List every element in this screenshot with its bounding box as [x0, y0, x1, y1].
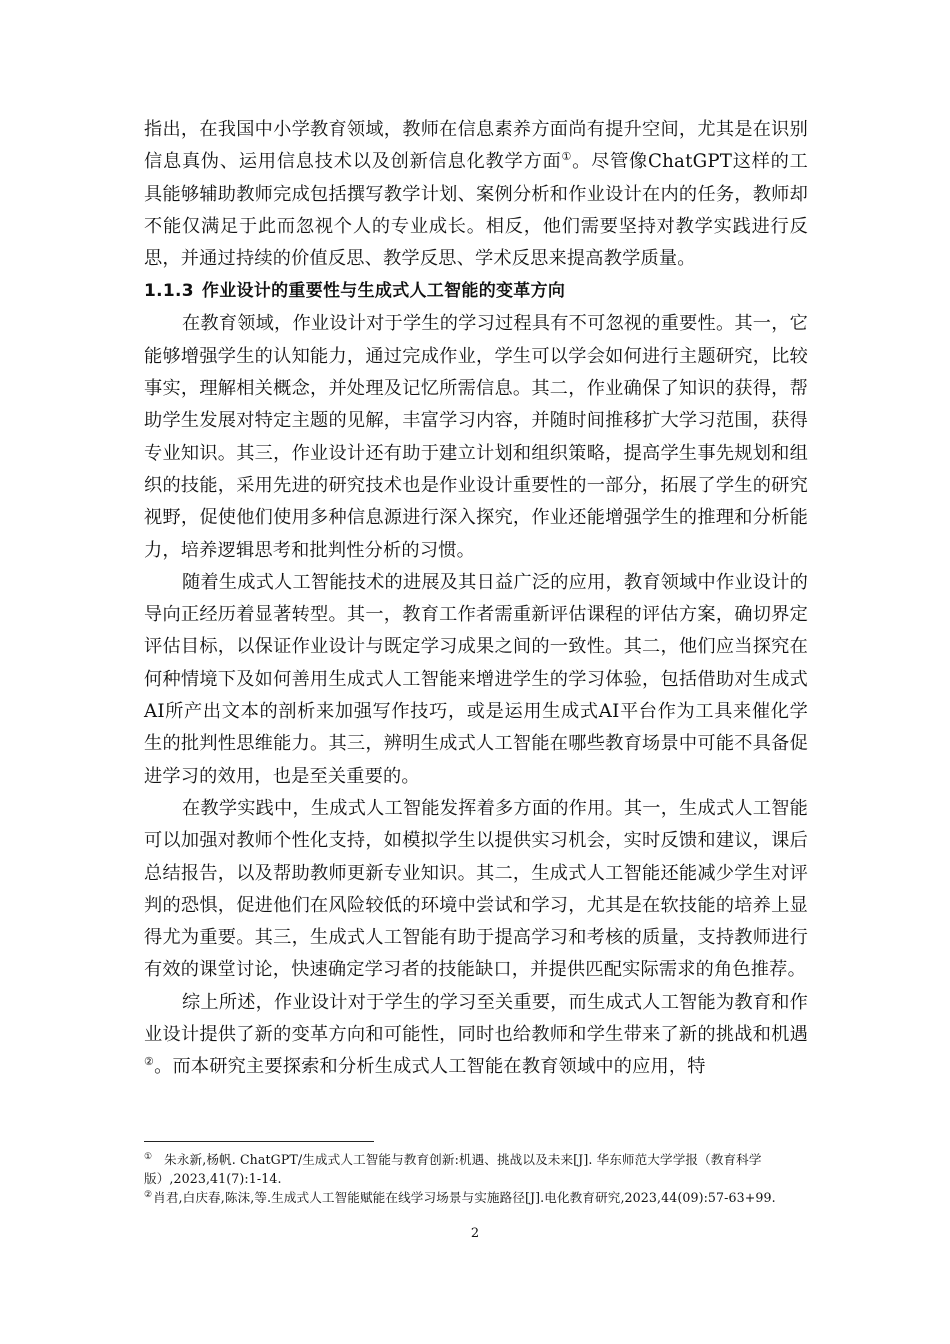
paragraph-continuation: [144, 114, 808, 275]
section-number: 1.1.3: [144, 281, 194, 302]
paragraph-text-tail: 。尽管像ChatGPT这样的工具能够辅助教师完成包括撰写教学计划、案例分析和作业设计在内的任务，教师却不能仅满足于此而忽视个人的专业成长。相反，他们需要坚持对教学实践进行反思，并通过持续的价值反思、教学反思、学术反思来提高教学质量。: [144, 151, 809, 270]
footnote-reference-2[interactable]: ②: [144, 1055, 155, 1069]
paragraph-assignment-importance: 在教育领域，作业设计对于学生的学习过程具有不可忽视的重要性。其一，它能够增强学生的认知能力，通过完成作业，学生可以学会如何进行主题研究，比较事实，理解相关概念，并处理及记忆所需信息。其二，作业确保了知识的获得，帮助学生发展对特定主题的见解，丰富学习内容，并随时间推移扩大学习范围，获得专业知识。其三，作业设计还有助于建立计划和组织策略，提高学生事先规划和组织的技能，采用先进的研究技术也是作业设计重要性的一部分，拓展了学生的研究视野，促使他们使用多种信息源进行深入探究，作业还能增强学生的推理和分析能力，培养逻辑思考和批判性分析的习惯。: [144, 313, 808, 561]
paragraph-assignment-transformation: 随着生成式人工智能技术的进展及其日益广泛的应用，教育领域中作业设计的导向正经历着显著转型。其一，教育工作者需重新评估课程的评估方案，确切界定评估目标，以保证作业设计与既定学习成果之间的一致性。其二，他们应当探究在何种情境下及如何善用生成式人工智能来增进学生的学习体验，包括借助对生成式AI所产出文本的剖析来加强写作技巧，或是运用生成式AI平台作为工具来催化学生的批判性思维能力。其三，辨明生成式人工智能在哪些教育场景中可能不具备促进学习的效用，也是至关重要的。: [144, 571, 808, 787]
section-title: 作业设计的重要性与生成式人工智能的变革方向: [201, 281, 566, 302]
footnote-1: [144, 1151, 806, 1188]
page-number: 2: [470, 1226, 480, 1241]
footnote-2: [144, 1189, 806, 1208]
paragraph-text: 综上所述，作业设计对于学生的学习至关重要，而生成式人工智能为教育和作业设计提供了新的变革方向和可能性，同时也给教师和学生带来了新的挑战和机遇: [144, 991, 808, 1046]
footnote-reference-1[interactable]: ①: [561, 150, 573, 164]
footnote-text: 肖君,白庆春,陈沫,等.生成式人工智能赋能在线学习场景与实施路径[J].电化教育研究,2023,44(09):57-63+99.: [153, 1190, 776, 1205]
paragraph-summary: [144, 987, 808, 1084]
footnote-mark: ①: [144, 1152, 153, 1162]
paragraph-text: 指出，在我国中小学教育领域，教师在信息素养方面尚有提升空间，尤其是在识别信息真伪、运用信息技术以及创新信息化教学方面: [144, 119, 808, 173]
footnotes: [144, 1151, 806, 1209]
paragraph-teaching-practice: 在教学实践中，生成式人工智能发挥着多方面的作用。其一，生成式人工智能可以加强对教师个性化支持，如模拟学生以提供实习机会，实时反馈和建议，课后总结报告，以及帮助教师更新专业知识。其二，生成式人工智能还能减少学生对评判的恐惧，促进他们在风险较低的环境中尝试和学习，尤其是在软技能的培养上显得尤为重要。其三，生成式人工智能有助于提高学习和考核的质量，支持教师进行有效的课堂讨论，快速确定学习者的技能缺口，并提供匹配实际需求的角色推荐。: [144, 797, 808, 981]
footnote-text: 朱永新,杨帆. ChatGPT/生成式人工智能与教育创新:机遇、挑战以及未来[J]. 华东师范大学学报（教育科学版）,2023,41(7):1-14.: [144, 1152, 762, 1186]
body-text: [144, 114, 808, 1084]
section-heading: [144, 275, 808, 308]
footnote-separator: [144, 1141, 374, 1142]
paragraph-text-tail: 。而本研究主要探索和分析生成式人工智能在教育领域中的应用，特: [154, 1056, 706, 1078]
footnote-mark: ②: [144, 1190, 153, 1200]
